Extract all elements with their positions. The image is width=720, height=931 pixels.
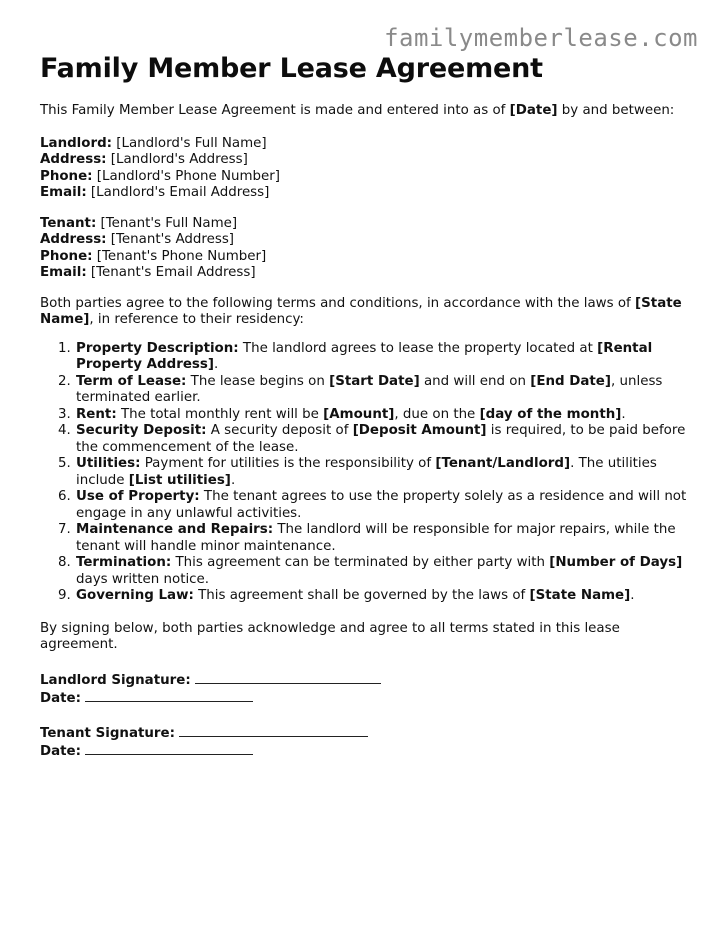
intro-paragraph <box>40 103 690 120</box>
closing-paragraph: By signing below, both parties acknowledge and agree to all terms stated in this lease agreement. <box>40 620 620 652</box>
agreement-text-end: , in reference to their residency: <box>89 312 304 327</box>
term-text: The lease begins on <box>186 373 330 389</box>
term-text: is required, to be paid before the commencement of the lease. <box>76 423 686 455</box>
term-placeholder: [List utilities] <box>128 472 231 488</box>
term-item <box>75 588 690 605</box>
field-value: [Landlord's Phone Number] <box>92 168 281 184</box>
field-value: [Landlord's Email Address] <box>86 185 270 200</box>
term-placeholder: [Rental Property Address] <box>76 340 653 372</box>
field-label: Email: <box>40 185 87 200</box>
term-placeholder: [Amount] <box>323 406 395 422</box>
term-text: , due on the <box>394 406 480 422</box>
landlord-signature-block <box>40 671 690 708</box>
landlord-date-line[interactable] <box>85 689 253 702</box>
term-text: This agreement shall be governed by the laws of <box>193 588 530 603</box>
term-item <box>75 489 690 522</box>
landlord-name-row <box>40 136 690 153</box>
tenant-signature-block <box>40 724 690 761</box>
term-item <box>75 407 690 424</box>
term-label: Termination: <box>76 555 172 570</box>
intro-date-placeholder: [Date] <box>509 103 558 118</box>
term-text: The total monthly rent will be <box>116 406 324 422</box>
terms-list <box>40 341 690 605</box>
term-placeholder: [Tenant/Landlord] <box>435 456 571 471</box>
term-text: . <box>213 357 219 372</box>
term-label: Security Deposit: <box>76 423 207 438</box>
term-label: Property Description: <box>76 340 239 356</box>
page-title: Family Member Lease Agreement <box>40 53 543 84</box>
term-text: . <box>630 588 635 603</box>
field-label: Address: <box>40 232 107 247</box>
field-label: Landlord: <box>40 135 113 151</box>
field-label: Phone: <box>40 168 93 184</box>
field-value: [Landlord's Address] <box>106 152 248 167</box>
term-text: . <box>621 406 626 422</box>
term-placeholder: [Number of Days] <box>549 555 683 570</box>
landlord-date-row <box>40 689 690 708</box>
landlord-address-row <box>40 152 690 169</box>
landlord-signature-label: Landlord Signature: <box>40 672 191 688</box>
tenant-signature-line[interactable] <box>179 724 368 737</box>
term-text: The tenant agrees to use the property solely as a residence and will not engage in any unlawful activities. <box>76 489 687 521</box>
field-value: [Landlord's Full Name] <box>112 135 267 151</box>
term-label: Governing Law: <box>76 588 194 603</box>
landlord-phone-row <box>40 169 690 186</box>
tenant-block <box>40 216 690 282</box>
tenant-signature-row <box>40 724 690 743</box>
landlord-signature-line[interactable] <box>195 671 381 684</box>
term-item <box>75 522 690 555</box>
term-label: Utilities: <box>76 456 141 471</box>
watermark: familymemberlease.com <box>384 24 698 52</box>
term-item <box>75 341 690 374</box>
term-text: The landlord will be responsible for major repairs, while the tenant will handle minor maintenance. <box>76 522 676 554</box>
tenant-signature-label: Tenant Signature: <box>40 725 175 741</box>
landlord-block <box>40 136 690 202</box>
field-value: [Tenant's Full Name] <box>96 215 238 231</box>
agreement-text: Both parties agree to the following terms and conditions, in accordance with the laws of <box>40 295 636 311</box>
term-placeholder: [End Date] <box>530 373 612 389</box>
term-label: Rent: <box>76 406 117 422</box>
landlord-date-label: Date: <box>40 691 81 706</box>
field-label: Address: <box>40 152 107 167</box>
field-value: [Tenant's Phone Number] <box>92 248 267 264</box>
term-label: Use of Property: <box>76 489 200 504</box>
tenant-name-row <box>40 216 690 233</box>
term-item <box>75 423 690 456</box>
agreement-state-placeholder: [State Name] <box>40 295 682 327</box>
term-text: , unless terminated earlier. <box>76 373 663 405</box>
field-value: [Tenant's Email Address] <box>86 265 256 280</box>
field-label: Phone: <box>40 248 93 264</box>
term-text: and will end on <box>419 373 531 389</box>
term-item <box>75 555 690 588</box>
term-text: Payment for utilities is the responsibility of <box>140 456 436 471</box>
term-text: The landlord agrees to lease the property located at <box>238 340 598 356</box>
tenant-email-row <box>40 265 690 282</box>
term-text: . The utilities include <box>76 456 657 488</box>
intro-text: This Family Member Lease Agreement is made and entered into as of <box>40 103 510 118</box>
field-label: Email: <box>40 265 87 280</box>
term-text: A security deposit of <box>206 423 353 438</box>
field-value: [Tenant's Address] <box>106 232 235 247</box>
term-text: . <box>230 472 236 488</box>
term-text: days written notice. <box>76 571 210 587</box>
term-label: Term of Lease: <box>76 373 187 389</box>
tenant-address-row <box>40 232 690 249</box>
term-placeholder: [day of the month] <box>479 406 622 422</box>
landlord-signature-row <box>40 671 690 690</box>
term-placeholder: [Start Date] <box>329 373 420 389</box>
field-label: Tenant: <box>40 215 97 231</box>
term-item <box>75 456 690 489</box>
term-placeholder: [State Name] <box>529 588 631 603</box>
landlord-email-row <box>40 185 690 202</box>
term-text: This agreement can be terminated by either party with <box>171 555 550 570</box>
tenant-date-line[interactable] <box>85 742 253 755</box>
term-item <box>75 374 690 407</box>
tenant-date-label: Date: <box>40 744 81 759</box>
tenant-phone-row <box>40 249 690 266</box>
intro-text-end: by and between: <box>557 103 675 118</box>
term-placeholder: [Deposit Amount] <box>352 423 487 438</box>
tenant-date-row <box>40 742 690 761</box>
document-page <box>40 54 690 761</box>
term-label: Maintenance and Repairs: <box>76 522 274 537</box>
agreement-paragraph <box>40 296 690 329</box>
